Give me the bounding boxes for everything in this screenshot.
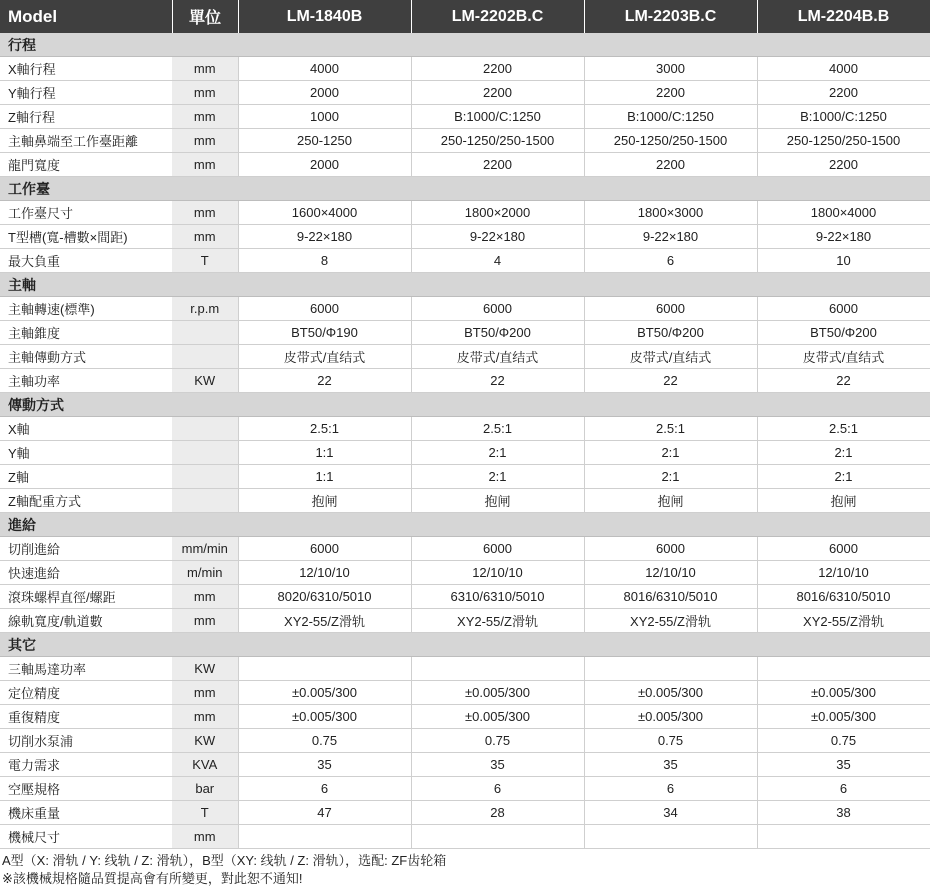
- spec-value-model-1: 2.5:1: [238, 417, 411, 441]
- spec-row: [0, 81, 930, 105]
- spec-value-model-1: 抱闸: [238, 489, 411, 513]
- spec-unit: mm: [172, 57, 238, 81]
- spec-value-model-3: 34: [584, 801, 757, 825]
- spec-row: [0, 321, 930, 345]
- spec-unit: mm: [172, 81, 238, 105]
- header-model-1: LM-1840B: [238, 0, 411, 33]
- spec-value-model-3: 6: [584, 777, 757, 801]
- spec-value-model-4: 9-22×180: [757, 225, 930, 249]
- spec-value-model-4: 10: [757, 249, 930, 273]
- spec-unit: [172, 345, 238, 369]
- spec-value-model-4: 2.5:1: [757, 417, 930, 441]
- spec-unit: mm: [172, 105, 238, 129]
- footnote-options: A型（X: 滑轨 / Y: 线轨 / Z: 滑轨），B型（XY: 线轨 / Z: 滑轨），选配: ZF齿轮箱: [2, 853, 447, 868]
- spec-value-model-1: 6000: [238, 297, 411, 321]
- spec-label: T型槽(寬-槽數×間距): [0, 225, 172, 249]
- spec-value-model-2: 抱闸: [411, 489, 584, 513]
- section-title: 傳動方式: [0, 393, 930, 417]
- footnote-disclaimer: ※該機械規格隨品質提高會有所變更，對此恕不通知!: [2, 871, 303, 886]
- header-model-3: LM-2203B.C: [584, 0, 757, 33]
- spec-value-model-2: 12/10/10: [411, 561, 584, 585]
- spec-value-model-3: 2:1: [584, 465, 757, 489]
- spec-label: 線軌寬度/軌道數: [0, 609, 172, 633]
- spec-value-model-1: [238, 657, 411, 681]
- spec-row: [0, 105, 930, 129]
- spec-row: [0, 537, 930, 561]
- spec-value-model-1: 1600×4000: [238, 201, 411, 225]
- spec-value-model-4: 抱闸: [757, 489, 930, 513]
- spec-unit: KW: [172, 657, 238, 681]
- spec-value-model-4: B:1000/C:1250: [757, 105, 930, 129]
- spec-value-model-3: 0.75: [584, 729, 757, 753]
- spec-row: [0, 753, 930, 777]
- spec-value-model-1: 2000: [238, 81, 411, 105]
- spec-value-model-3: 12/10/10: [584, 561, 757, 585]
- section-header-row: [0, 273, 930, 297]
- spec-value-model-4: 38: [757, 801, 930, 825]
- spec-value-model-3: 皮带式/直结式: [584, 345, 757, 369]
- spec-value-model-4: 2:1: [757, 441, 930, 465]
- spec-row: [0, 153, 930, 177]
- spec-value-model-4: ±0.005/300: [757, 705, 930, 729]
- spec-unit: [172, 489, 238, 513]
- section-title: 工作臺: [0, 177, 930, 201]
- spec-value-model-1: 22: [238, 369, 411, 393]
- spec-label: X軸行程: [0, 57, 172, 81]
- spec-value-model-2: 6310/6310/5010: [411, 585, 584, 609]
- spec-value-model-4: XY2-55/Z滑轨: [757, 609, 930, 633]
- spec-value-model-1: 12/10/10: [238, 561, 411, 585]
- spec-row: [0, 705, 930, 729]
- spec-row: [0, 609, 930, 633]
- spec-value-model-1: 皮带式/直结式: [238, 345, 411, 369]
- spec-value-model-3: 6: [584, 249, 757, 273]
- spec-value-model-3: 3000: [584, 57, 757, 81]
- spec-unit: mm: [172, 825, 238, 849]
- spec-label: Z軸配重方式: [0, 489, 172, 513]
- spec-value-model-3: 抱闸: [584, 489, 757, 513]
- spec-value-model-2: 1800×2000: [411, 201, 584, 225]
- spec-unit: mm: [172, 609, 238, 633]
- spec-unit: mm: [172, 705, 238, 729]
- spec-label: 主軸錐度: [0, 321, 172, 345]
- spec-label: 空壓規格: [0, 777, 172, 801]
- spec-value-model-4: 0.75: [757, 729, 930, 753]
- spec-value-model-4: 6000: [757, 537, 930, 561]
- spec-value-model-3: XY2-55/Z滑轨: [584, 609, 757, 633]
- spec-value-model-1: 250-1250: [238, 129, 411, 153]
- spec-row: [0, 345, 930, 369]
- spec-value-model-1: 9-22×180: [238, 225, 411, 249]
- spec-value-model-4: 2:1: [757, 465, 930, 489]
- spec-value-model-2: ±0.005/300: [411, 681, 584, 705]
- spec-value-model-1: ±0.005/300: [238, 681, 411, 705]
- spec-value-model-1: 6000: [238, 537, 411, 561]
- spec-value-model-2: [411, 657, 584, 681]
- spec-row: [0, 777, 930, 801]
- spec-value-model-3: 6000: [584, 297, 757, 321]
- spec-label: 電力需求: [0, 753, 172, 777]
- spec-unit: m/min: [172, 561, 238, 585]
- spec-label: 主軸轉速(標準): [0, 297, 172, 321]
- header-model-4: LM-2204B.B: [757, 0, 930, 33]
- header-row: [0, 0, 930, 33]
- spec-row: [0, 489, 930, 513]
- spec-value-model-2: [411, 825, 584, 849]
- spec-unit: mm: [172, 681, 238, 705]
- spec-value-model-3: 35: [584, 753, 757, 777]
- spec-unit: [172, 441, 238, 465]
- spec-label: 機械尺寸: [0, 825, 172, 849]
- spec-value-model-3: 8016/6310/5010: [584, 585, 757, 609]
- spec-label: 龍門寬度: [0, 153, 172, 177]
- spec-unit: mm: [172, 201, 238, 225]
- spec-value-model-1: 35: [238, 753, 411, 777]
- spec-value-model-1: 8: [238, 249, 411, 273]
- spec-value-model-3: [584, 657, 757, 681]
- spec-label: 快速進給: [0, 561, 172, 585]
- spec-value-model-2: 2:1: [411, 465, 584, 489]
- spec-value-model-4: 6000: [757, 297, 930, 321]
- spec-value-model-2: BT50/Φ200: [411, 321, 584, 345]
- spec-value-model-4: 250-1250/250-1500: [757, 129, 930, 153]
- spec-label: X軸: [0, 417, 172, 441]
- spec-unit: mm: [172, 225, 238, 249]
- spec-value-model-3: ±0.005/300: [584, 681, 757, 705]
- spec-value-model-1: 6: [238, 777, 411, 801]
- spec-value-model-4: 22: [757, 369, 930, 393]
- spec-row: [0, 129, 930, 153]
- spec-value-model-4: 8016/6310/5010: [757, 585, 930, 609]
- header-unit-label: 單位: [172, 0, 238, 33]
- spec-unit: r.p.m: [172, 297, 238, 321]
- spec-label: 主軸鼻端至工作臺距離: [0, 129, 172, 153]
- spec-value-model-4: [757, 657, 930, 681]
- spec-value-model-2: 皮带式/直结式: [411, 345, 584, 369]
- spec-label: Y軸行程: [0, 81, 172, 105]
- spec-value-model-4: 2200: [757, 153, 930, 177]
- spec-value-model-2: ±0.005/300: [411, 705, 584, 729]
- spec-value-model-1: BT50/Φ190: [238, 321, 411, 345]
- spec-unit: bar: [172, 777, 238, 801]
- spec-unit: [172, 417, 238, 441]
- spec-unit: T: [172, 249, 238, 273]
- spec-value-model-1: ±0.005/300: [238, 705, 411, 729]
- spec-value-model-4: ±0.005/300: [757, 681, 930, 705]
- spec-value-model-4: 1800×4000: [757, 201, 930, 225]
- spec-value-model-4: 6: [757, 777, 930, 801]
- spec-value-model-3: 9-22×180: [584, 225, 757, 249]
- spec-label: 定位精度: [0, 681, 172, 705]
- spec-value-model-2: 9-22×180: [411, 225, 584, 249]
- spec-value-model-2: 6: [411, 777, 584, 801]
- spec-value-model-4: 12/10/10: [757, 561, 930, 585]
- spec-unit: mm: [172, 585, 238, 609]
- spec-value-model-3: B:1000/C:1250: [584, 105, 757, 129]
- spec-row: [0, 441, 930, 465]
- spec-row: [0, 825, 930, 849]
- spec-unit: KW: [172, 729, 238, 753]
- spec-value-model-1: 0.75: [238, 729, 411, 753]
- spec-value-model-2: 2200: [411, 57, 584, 81]
- spec-unit: T: [172, 801, 238, 825]
- spec-value-model-4: BT50/Φ200: [757, 321, 930, 345]
- spec-value-model-4: 35: [757, 753, 930, 777]
- spec-value-model-2: 6000: [411, 297, 584, 321]
- spec-label: 主軸傳動方式: [0, 345, 172, 369]
- spec-value-model-3: BT50/Φ200: [584, 321, 757, 345]
- section-title: 行程: [0, 33, 930, 57]
- header-model-label: Model: [0, 0, 172, 33]
- spec-value-model-3: 2200: [584, 153, 757, 177]
- spec-unit: [172, 321, 238, 345]
- spec-unit: KW: [172, 369, 238, 393]
- spec-row: [0, 201, 930, 225]
- spec-row: [0, 729, 930, 753]
- spec-label: 主軸功率: [0, 369, 172, 393]
- spec-value-model-2: 250-1250/250-1500: [411, 129, 584, 153]
- spec-value-model-4: 皮带式/直结式: [757, 345, 930, 369]
- spec-unit: KVA: [172, 753, 238, 777]
- spec-value-model-2: 6000: [411, 537, 584, 561]
- spec-value-model-1: [238, 825, 411, 849]
- spec-label: Z軸行程: [0, 105, 172, 129]
- spec-row: [0, 585, 930, 609]
- spec-row: [0, 657, 930, 681]
- section-header-row: [0, 33, 930, 57]
- spec-label: 最大負重: [0, 249, 172, 273]
- spec-label: Y軸: [0, 441, 172, 465]
- spec-row: [0, 249, 930, 273]
- spec-value-model-1: 2000: [238, 153, 411, 177]
- spec-unit: [172, 465, 238, 489]
- spec-label: 三軸馬達功率: [0, 657, 172, 681]
- footnotes: [0, 852, 930, 888]
- spec-value-model-2: 2:1: [411, 441, 584, 465]
- spec-value-model-3: 1800×3000: [584, 201, 757, 225]
- spec-value-model-2: 22: [411, 369, 584, 393]
- spec-label: Z軸: [0, 465, 172, 489]
- header-model-2: LM-2202B.C: [411, 0, 584, 33]
- spec-row: [0, 681, 930, 705]
- spec-value-model-3: 250-1250/250-1500: [584, 129, 757, 153]
- spec-value-model-1: 1:1: [238, 441, 411, 465]
- spec-value-model-3: 2.5:1: [584, 417, 757, 441]
- spec-value-model-3: 2200: [584, 81, 757, 105]
- spec-label: 切削進給: [0, 537, 172, 561]
- section-title: 主軸: [0, 273, 930, 297]
- spec-row: [0, 465, 930, 489]
- spec-value-model-3: 2:1: [584, 441, 757, 465]
- section-header-row: [0, 513, 930, 537]
- spec-value-model-3: 22: [584, 369, 757, 393]
- spec-label: 切削水泵浦: [0, 729, 172, 753]
- spec-label: 滾珠螺桿直徑/螺距: [0, 585, 172, 609]
- spec-label: 工作臺尺寸: [0, 201, 172, 225]
- section-header-row: [0, 177, 930, 201]
- spec-row: [0, 297, 930, 321]
- spec-value-model-2: 4: [411, 249, 584, 273]
- spec-row: [0, 369, 930, 393]
- spec-row: [0, 561, 930, 585]
- spec-unit: mm/min: [172, 537, 238, 561]
- section-title: 其它: [0, 633, 930, 657]
- spec-value-model-2: 28: [411, 801, 584, 825]
- section-header-row: [0, 633, 930, 657]
- spec-value-model-2: 0.75: [411, 729, 584, 753]
- spec-value-model-3: 6000: [584, 537, 757, 561]
- spec-label: 機床重量: [0, 801, 172, 825]
- spec-value-model-1: 4000: [238, 57, 411, 81]
- spec-unit: mm: [172, 129, 238, 153]
- spec-row: [0, 417, 930, 441]
- spec-value-model-2: XY2-55/Z滑轨: [411, 609, 584, 633]
- spec-value-model-2: B:1000/C:1250: [411, 105, 584, 129]
- spec-value-model-2: 35: [411, 753, 584, 777]
- section-header-row: [0, 393, 930, 417]
- spec-value-model-1: XY2-55/Z滑轨: [238, 609, 411, 633]
- spec-row: [0, 57, 930, 81]
- section-title: 進給: [0, 513, 930, 537]
- spec-value-model-2: 2.5:1: [411, 417, 584, 441]
- spec-value-model-2: 2200: [411, 81, 584, 105]
- spec-value-model-4: [757, 825, 930, 849]
- spec-value-model-1: 8020/6310/5010: [238, 585, 411, 609]
- spec-row: [0, 225, 930, 249]
- spec-value-model-3: [584, 825, 757, 849]
- spec-label: 重復精度: [0, 705, 172, 729]
- spec-unit: mm: [172, 153, 238, 177]
- spec-value-model-3: ±0.005/300: [584, 705, 757, 729]
- spec-value-model-4: 4000: [757, 57, 930, 81]
- spec-row: [0, 801, 930, 825]
- spec-value-model-1: 1:1: [238, 465, 411, 489]
- spec-value-model-1: 47: [238, 801, 411, 825]
- spec-value-model-2: 2200: [411, 153, 584, 177]
- spec-value-model-1: 1000: [238, 105, 411, 129]
- spec-value-model-4: 2200: [757, 81, 930, 105]
